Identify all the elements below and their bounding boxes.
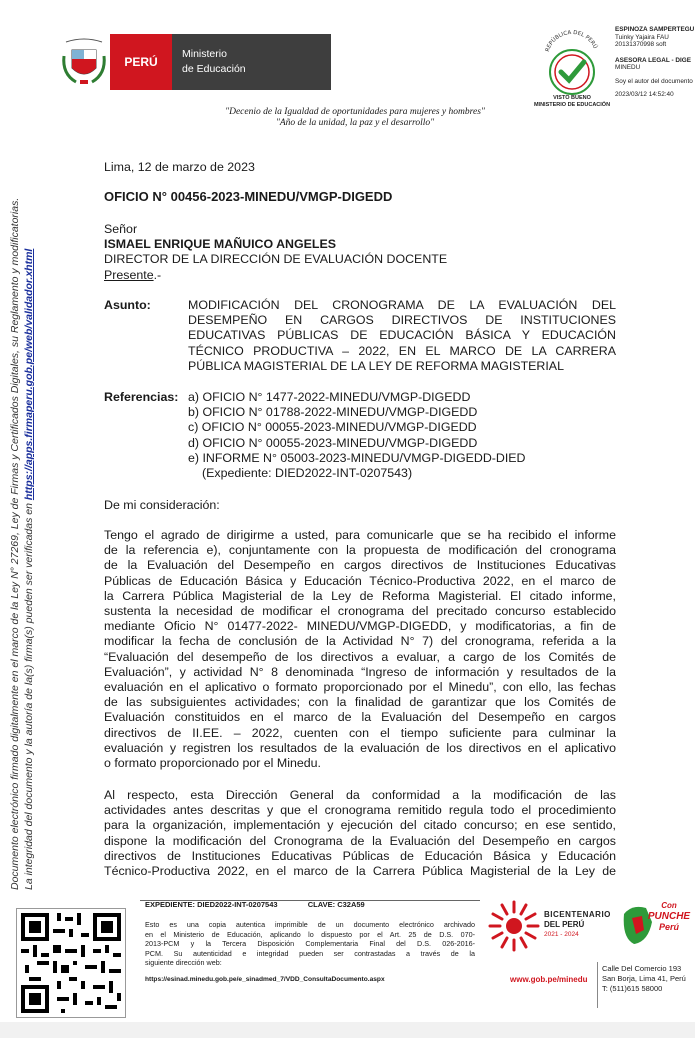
punche-line3: Perú: [658, 922, 679, 932]
ministry-header-logo: [110, 34, 331, 90]
notice-line: Esto es una copia autentica imprimible de un documento electrónico archivado: [145, 920, 475, 929]
notice-line: en el Ministerio de Educación, aplicando lo dispuesto por el Art. 25 de D.S. 070-: [145, 929, 475, 939]
paragraph-line: Tengo el agrado de dirigirme a usted, para comunicarle que se ha recibido el informe: [104, 528, 616, 542]
notice-line: siguiente dirección web:: [145, 958, 222, 967]
sidebar-line1: Documento electrónico firmado digitalmente en el marco de la Ley N° 27269, Ley de Firmas y Certificados Digitales, su Reglamento y modificatorias.: [9, 197, 21, 890]
asunto-line: EDUCATIVAS PÚBLICAS DE EDUCACIÓN BÁSICA Y EDUCACIÓN: [188, 328, 616, 343]
address-divider: [597, 962, 598, 1008]
digital-signature-notice: [8, 80, 36, 890]
signer-name-3: 20131370998 soft: [615, 41, 667, 48]
salutation-title: Señor: [104, 222, 138, 236]
paragraph-line: sustenta la necesidad de modificar el cronograma del precitado concurso establecido: [104, 604, 616, 619]
paragraph-line: directivos de Instituciones Educativas Públicas de Educación Básica y Educación: [104, 848, 616, 863]
authenticity-notice: [145, 920, 475, 968]
signer-name-1: ESPINOZA SAMPERTEGU: [615, 26, 695, 33]
signer-statement: Soy el autor del documento: [615, 77, 693, 85]
referencia-item: a) OFICIO N° 1477-2022-MINEDU/VMGP-DIGEDD: [188, 390, 471, 404]
qr-code: [16, 908, 126, 1018]
validator-link[interactable]: https://apps.firmaperu.gob.pe/web/validador.xhtml: [23, 248, 35, 501]
website-link[interactable]: www.gob.pe/minedu: [510, 975, 588, 984]
peru-coat-of-arms: [60, 36, 108, 90]
bicentenario-line2: DEL PERÚ: [544, 920, 585, 929]
asunto-line: DESEMPEÑO EN CARGOS DIRECTIVOS DE INSTITUCIONES: [188, 313, 616, 328]
asunto-text: [188, 298, 616, 374]
letter-date: Lima, 12 de marzo de 2023: [104, 160, 255, 174]
referencia-item: d) OFICIO N° 00055-2023-MINEDU/VMGP-DIGEDD: [188, 435, 478, 450]
referencia-item: (Expediente: DIED2022-INT-0207543): [202, 466, 413, 481]
paragraph-line: de la referencia e), conjuntamente con la propuesta de modificación del cronograma: [104, 543, 616, 558]
seal-caption-line1: VISTO BUENO: [553, 95, 591, 101]
seal-caption-line2: MINISTERIO DE EDUCACIÓN: [533, 102, 611, 108]
punche-line1: Con: [661, 901, 677, 910]
paragraph-line: evaluación en el aplicativo o formato proporcionado por el Minedu”, con ello, las fechas: [104, 680, 616, 695]
recipient-name: ISMAEL ENRIQUE MAÑUICO ANGELES: [104, 237, 336, 252]
referencia-item: c) OFICIO N° 00055-2023-MINEDU/VMGP-DIGEDD: [188, 420, 477, 435]
asunto-label: Asunto:: [104, 298, 151, 312]
address-line: T: (511)615 58000: [602, 984, 663, 993]
paragraph-line: evaluación y registren los resultados de la evaluación de los directivos en el aplicativo: [104, 740, 616, 755]
paragraph-line: “Evaluación del desempeño de los directivos a evaluar, a cargo de los Comités de: [104, 649, 616, 664]
signer-role-1: ASESORA LEGAL - DIGE: [615, 56, 691, 64]
paragraph-line: directivos de II.EE. – 2022, cuenten con el tiempo suficiente para culminar la: [104, 725, 616, 740]
asunto-line: PÚBLICA MAGISTERIAL DE LA LEY DE REFORMA MAGISTERIAL: [188, 358, 564, 373]
bicentenario-logo: [486, 898, 542, 954]
signer-role-2: MINEDU: [615, 64, 641, 71]
motto-2: "Año de la unidad, la paz y el desarrollo": [275, 118, 435, 128]
address-line: Calle Del Comercio 193: [602, 964, 682, 973]
paragraph-line: para la organización, implementación y ejecución del citado concurso; en ese sentido,: [104, 818, 616, 833]
oficio-number: OFICIO N° 00456-2023-MINEDU/VMGP-DIGEDD: [104, 189, 393, 204]
greeting: De mi consideración:: [104, 498, 220, 512]
paragraph-line: la Carrera Pública Magisterial de la Ley de Reforma Magisterial. El citado informe,: [104, 588, 616, 603]
paragraph-line: de las subsiguientes actividades; con la finalidad de garantizar que los Comités de: [104, 695, 616, 710]
verify-url[interactable]: https://esinad.minedu.gob.pe/e_sinadmed_7/VDD_ConsultaDocumento.aspx: [145, 976, 385, 983]
ministry-line2: de Educación: [182, 63, 246, 75]
signer-name-2: Tuinky Yajaira FAU: [615, 33, 669, 41]
page-bottom-band: [0, 1022, 695, 1038]
referencia-item: e) INFORME N° 05003-2023-MINEDU/VMGP-DIGEDD-DIED: [188, 450, 526, 465]
ministry-line1: Ministerio: [182, 48, 227, 60]
signer-block: [615, 26, 695, 99]
paragraph-line: de la Evaluación del Desempeño en cargos directivos de Instituciones Educativas: [104, 558, 616, 573]
asunto-line: MODIFICACIÓN DEL CRONOGRAMA DE LA EVALUACIÓN DEL: [188, 298, 616, 312]
paragraph-line: Evaluación”, y actividad N° 8 denominada “Ingreso de información y resultados de la: [104, 664, 616, 679]
referencia-item: b) OFICIO N° 01788-2022-MINEDU/VMGP-DIGEDD: [188, 405, 478, 420]
paragraph-line: modificar la fecha de conclusión de la Actividad N° 7) del cronograma, referida a la: [104, 634, 616, 649]
paragraph-line: dispone la modificación del Cronograma de la Evaluación del Desempeño en cargos: [104, 833, 616, 848]
paragraph-2: [104, 788, 616, 879]
punche-line2: PUNCHE: [647, 911, 691, 922]
presente-suffix: .-: [153, 267, 162, 282]
expediente-code: EXPEDIENTE: DIED2022-INT-0207543: [145, 900, 278, 909]
paragraph-line: Técnico-Productiva 2022, en el marco de la Carrera Pública Magisterial de la Ley de: [104, 864, 616, 879]
paragraph-line: Públicas de Educación Básica y Educación Técnico-Productiva 2022, en el marco de: [104, 573, 616, 588]
presente: Presente: [104, 267, 154, 282]
asunto-line: TÉCNICO PRODUCTIVA – 2022, EN EL MARCO DE LA CARRERA: [188, 343, 616, 358]
paragraph-line: Al respecto, esta Dirección General da conformidad a la modificación de las: [104, 788, 616, 802]
signer-timestamp: 2023/03/12 14:52:40: [615, 91, 674, 98]
recipient-role: DIRECTOR DE LA DIRECCIÓN DE EVALUACIÓN DOCENTE: [104, 252, 448, 267]
clave-code: CLAVE: C32A59: [307, 900, 365, 909]
bicentenario-line1: BICENTENARIO: [544, 910, 611, 919]
bicentenario-years: 2021 - 2024: [544, 931, 579, 938]
address-line: San Borja, Lima 41, Perú: [602, 974, 686, 983]
referencias-label: Referencias:: [104, 390, 179, 404]
peru-label: PERÚ: [110, 34, 172, 90]
paragraph-line: mediante Oficio N° 01477-2022- MINEDU/VMGP-DIGEDD, y modificatorias, a fin de: [104, 619, 616, 634]
seal-top-text: REPÚBLICA DEL PERÚ: [544, 29, 598, 53]
sidebar-line2-prefix: La integridad del documento y la autoría de la(s) firma(s) pueden ser verificadas en: [23, 503, 35, 890]
paragraph-line: actividades antes descritas y que el cronograma remitido regula todo el procedimiento: [104, 803, 616, 818]
paragraph-line: o formato proporcionado por el Minedu.: [104, 756, 321, 771]
motto-1: "Decenio de la Igualdad de oportunidades para mujeres y hombres": [225, 107, 485, 117]
referencias-list: [188, 390, 568, 481]
paragraph-line: Evaluación constituidos en el marco de la Evaluación del Desempeño en cargos: [104, 710, 616, 725]
notice-line: 2013-PCM y la Tercera Disposición Complementaria Final del D.S. 026-2016-: [145, 939, 475, 948]
address-block: [602, 964, 686, 994]
notice-line: PCM. Su autenticidad e integridad pueden ser contrastadas a través de la: [145, 948, 475, 958]
paragraph-1: [104, 528, 616, 771]
